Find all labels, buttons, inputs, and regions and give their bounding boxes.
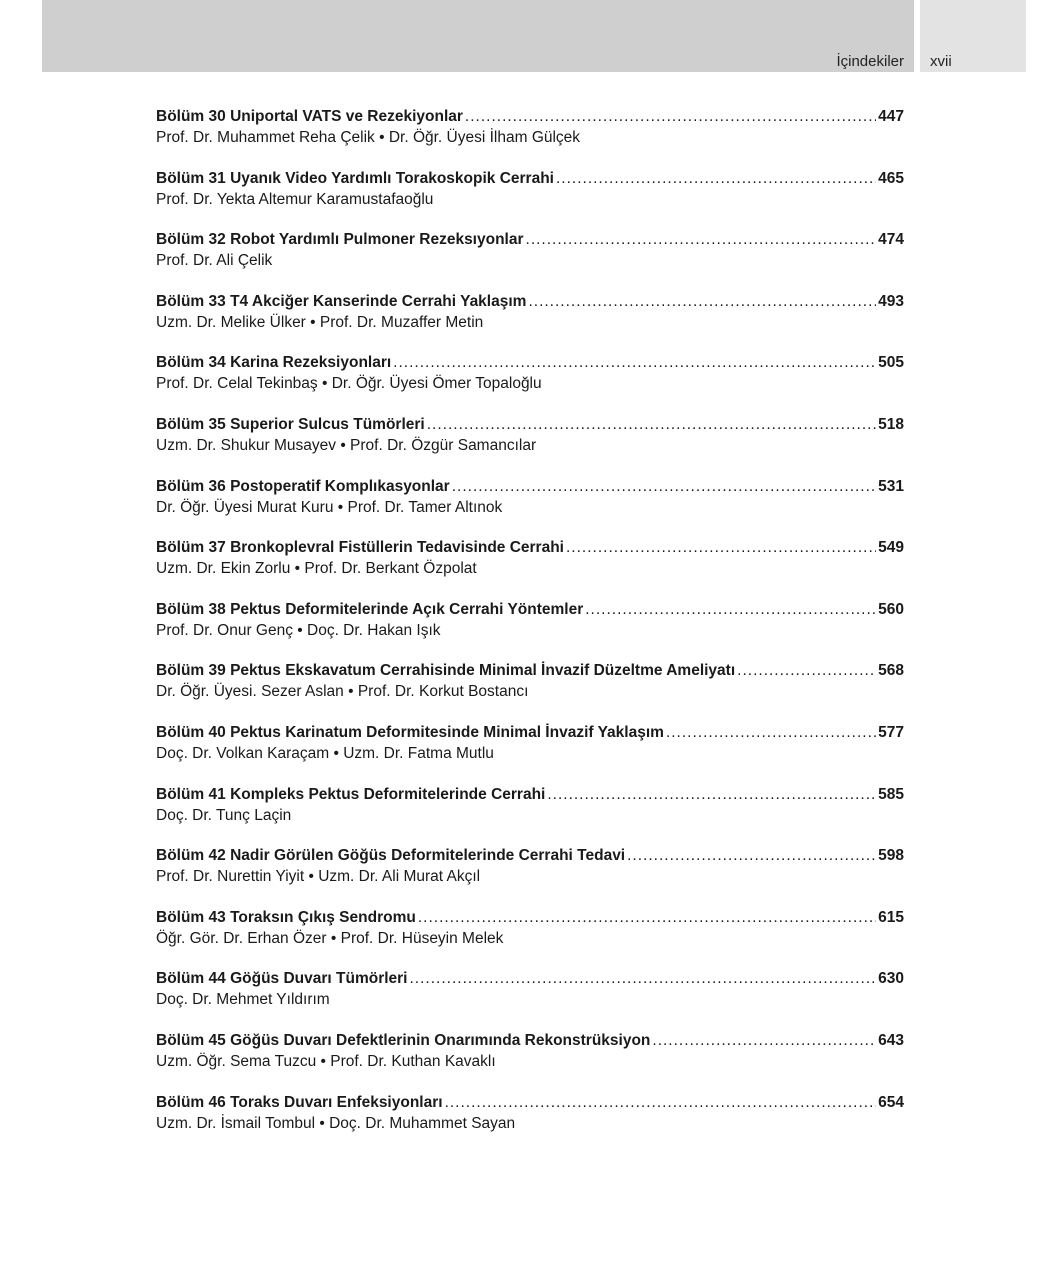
toc-entry[interactable] [156,845,904,907]
chapter-title: Bölüm 35 Superior Sulcus Tümörleri [156,415,425,433]
toc-entry[interactable] [156,537,904,599]
chapter-page-number: 549 [878,539,904,557]
chapter-authors: Prof. Dr. Ali Çelik [156,252,273,270]
dot-leader [666,722,876,743]
chapter-authors: Öğr. Gör. Dr. Erhan Özer • Prof. Dr. Hüseyin Melek [156,929,504,947]
dot-leader [465,106,876,127]
toc-entry-title-line [156,907,904,928]
dot-leader [418,907,876,928]
toc-entry-title-line [156,1092,904,1113]
dot-leader [393,352,876,373]
toc-entry-title-line [156,476,904,497]
chapter-page-number: 531 [878,477,904,495]
chapter-page-number: 505 [878,354,904,372]
toc-entry[interactable] [156,1092,904,1154]
dot-leader [737,660,876,681]
chapter-authors: Uzm. Dr. Melike Ülker • Prof. Dr. Muzaffer Metin [156,313,484,331]
toc-entry[interactable] [156,1030,904,1092]
toc-entry-title-line [156,1030,904,1051]
toc-entry[interactable] [156,907,904,969]
chapter-authors: Doç. Dr. Volkan Karaçam • Uzm. Dr. Fatma Mutlu [156,744,494,762]
dot-leader [528,291,876,312]
chapter-title: Bölüm 39 Pektus Ekskavatum Cerrahisinde Minimal İnvazif Düzeltme Ameliyatı [156,662,736,680]
toc-entry[interactable] [156,599,904,661]
dot-leader [556,168,876,189]
toc-entry[interactable] [156,414,904,476]
chapter-title: Bölüm 32 Robot Yardımlı Pulmoner Rezeksıyonlar [156,231,524,249]
chapter-title: Bölüm 34 Karina Rezeksiyonları [156,354,392,372]
chapter-title: Bölüm 33 T4 Akciğer Kanserinde Cerrahi Yaklaşım [156,292,527,310]
toc-entry[interactable] [156,968,904,1030]
chapter-authors: Dr. Öğr. Üyesi Murat Kuru • Prof. Dr. Tamer Altınok [156,498,503,516]
chapter-title: Bölüm 40 Pektus Karinatum Deformitesinde Minimal İnvazif Yaklaşım [156,723,664,741]
chapter-title: Bölüm 43 Toraksın Çıkış Sendromu [156,908,416,926]
dot-leader [427,414,876,435]
chapter-title: Bölüm 42 Nadir Görülen Göğüs Deformitelerinde Cerrahi Tedavi [156,847,626,865]
toc-entry[interactable] [156,722,904,784]
dot-leader [452,476,876,497]
toc-entry[interactable] [156,660,904,722]
toc-entry-title-line [156,106,904,127]
chapter-page-number: 560 [878,600,904,618]
page-number: xvii [930,53,952,70]
chapter-authors: Uzm. Dr. Shukur Musayev • Prof. Dr. Özgür Samancılar [156,436,537,454]
chapter-page-number: 493 [878,292,904,310]
chapter-page-number: 654 [878,1093,904,1111]
chapter-authors: Doç. Dr. Mehmet Yıldırım [156,991,330,1009]
dot-leader [585,599,876,620]
toc-entry-title-line [156,599,904,620]
chapter-page-number: 465 [878,169,904,187]
chapter-page-number: 585 [878,785,904,803]
chapter-page-number: 474 [878,231,904,249]
chapter-title: Bölüm 30 Uniportal VATS ve Rezekiyonlar [156,108,463,125]
chapter-page-number: 643 [878,1031,904,1049]
chapter-authors: Dr. Öğr. Üyesi. Sezer Aslan • Prof. Dr. Korkut Bostancı [156,683,529,701]
chapter-title: Bölüm 45 Göğüs Duvarı Defektlerinin Onarımında Rekonstrüksiyon [156,1031,651,1049]
section-title: İçindekiler [836,53,904,70]
dot-leader [547,784,876,805]
chapter-page-number: 447 [878,108,904,125]
chapter-title: Bölüm 36 Postoperatif Komplıkasyonlar [156,477,450,495]
dot-leader [652,1030,876,1051]
toc-entry-title-line [156,784,904,805]
chapter-page-number: 615 [878,908,904,926]
chapter-authors: Doç. Dr. Tunç Laçin [156,806,292,824]
chapter-title: Bölüm 37 Bronkoplevral Fistüllerin Tedavisinde Cerrahi [156,539,564,557]
chapter-authors: Uzm. Dr. İsmail Tombul • Doç. Dr. Muhammet Sayan [156,1114,516,1132]
dot-leader [410,968,877,989]
chapter-page-number: 568 [878,662,904,680]
chapter-page-number: 630 [878,970,904,988]
toc-entry[interactable] [156,291,904,353]
chapter-title: Bölüm 31 Uyanık Video Yardımlı Torakoskopik Cerrahi [156,169,554,187]
chapter-title: Bölüm 38 Pektus Deformitelerinde Açık Cerrahi Yöntemler [156,600,584,618]
toc-entry-title-line [156,660,904,681]
dot-leader [627,845,876,866]
toc-entry-title-line [156,229,904,250]
chapter-title: Bölüm 44 Göğüs Duvarı Tümörleri [156,970,408,988]
toc-entry-title-line [156,291,904,312]
chapter-authors: Prof. Dr. Yekta Altemur Karamustafaoğlu [156,190,434,208]
chapter-page-number: 598 [878,847,904,865]
toc-entry[interactable] [156,352,904,414]
toc-entry-title-line [156,414,904,435]
toc-entry[interactable] [156,476,904,538]
toc-entry-title-line [156,845,904,866]
dot-leader [526,229,877,250]
toc-entry-title-line [156,352,904,373]
chapter-authors: Uzm. Öğr. Sema Tuzcu • Prof. Dr. Kuthan Kavaklı [156,1052,496,1070]
chapter-page-number: 518 [878,415,904,433]
table-of-contents [156,106,904,1153]
chapter-title: Bölüm 41 Kompleks Pektus Deformitelerinde Cerrahi [156,785,546,803]
toc-entry-title-line [156,722,904,743]
toc-entry[interactable] [156,229,904,291]
chapter-page-number: 577 [878,723,904,741]
chapter-authors: Prof. Dr. Muhammet Reha Çelik • Dr. Öğr. Üyesi İlham Gülçek [156,129,581,146]
toc-entry-title-line [156,537,904,558]
dot-leader [566,537,876,558]
dot-leader [445,1092,877,1113]
chapter-authors: Prof. Dr. Onur Genç • Doç. Dr. Hakan Işık [156,621,441,639]
toc-entry-title-line [156,168,904,189]
toc-entry-title-line [156,968,904,989]
toc-entry[interactable] [156,784,904,846]
chapter-title: Bölüm 46 Toraks Duvarı Enfeksiyonları [156,1093,443,1111]
toc-entry[interactable] [156,106,904,168]
chapter-authors: Prof. Dr. Nurettin Yiyit • Uzm. Dr. Ali Murat Akçıl [156,868,481,886]
chapter-authors: Uzm. Dr. Ekin Zorlu • Prof. Dr. Berkant Özpolat [156,560,477,578]
chapter-authors: Prof. Dr. Celal Tekinbaş • Dr. Öğr. Üyesi Ömer Topaloğlu [156,375,542,393]
toc-entry[interactable] [156,168,904,230]
